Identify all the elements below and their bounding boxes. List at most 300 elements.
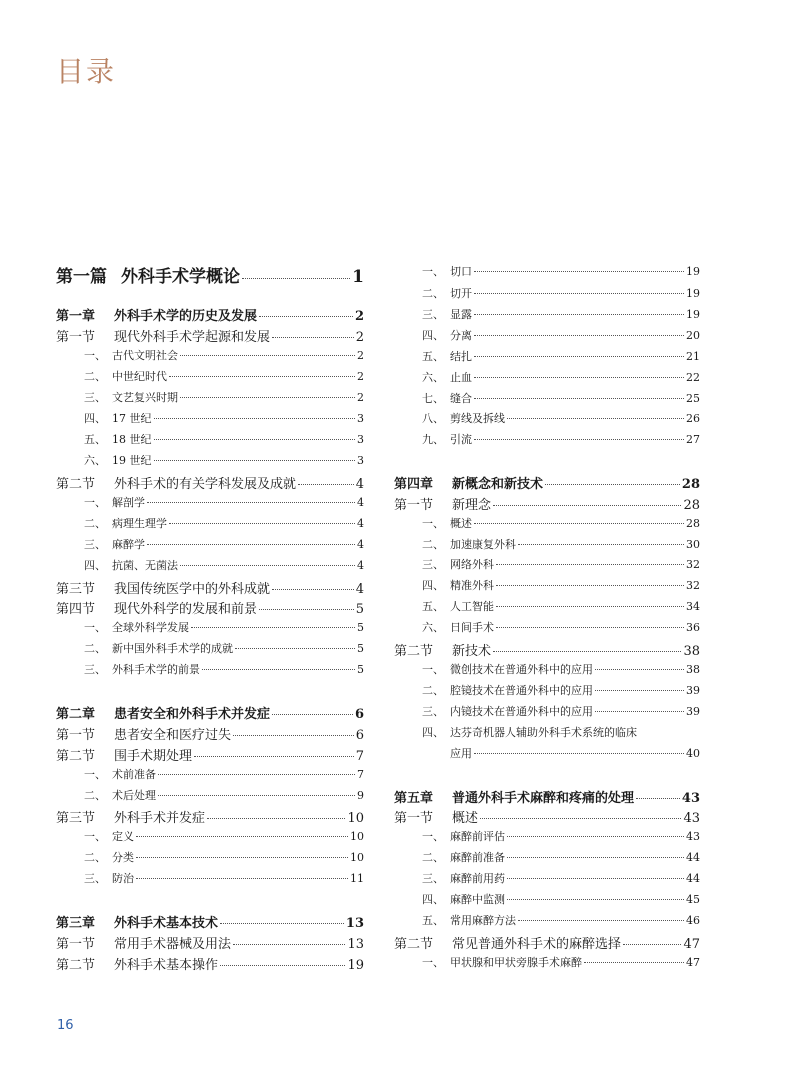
toc-entry-page: 46 <box>686 914 700 927</box>
toc-entry-label <box>422 410 505 426</box>
toc-entry-title: 全球外科学发展 <box>112 621 189 634</box>
toc-entry-title: 缝合 <box>450 392 472 405</box>
toc-entry-item[interactable] <box>84 536 364 552</box>
toc-entry-title: 概述 <box>452 811 479 826</box>
toc-entry-label <box>422 661 593 677</box>
leader-dots <box>496 585 684 586</box>
leader-dots <box>480 818 681 819</box>
toc-entry-label <box>84 619 189 635</box>
leader-dots <box>220 965 345 966</box>
toc-entry-label <box>84 431 152 447</box>
toc-entry-label <box>84 640 233 656</box>
toc-entry-item[interactable] <box>422 954 700 970</box>
toc-entry-title: 内镜技术在普通外科中的应用 <box>450 705 593 718</box>
toc-entry-title: 现代外科手术学起源和发展 <box>114 330 271 345</box>
toc-entry-label <box>84 368 167 384</box>
toc-entry-page: 4 <box>357 559 364 572</box>
toc-entry-label <box>422 682 593 698</box>
toc-entry-label <box>56 598 257 617</box>
leader-dots <box>233 735 354 736</box>
toc-entry-label <box>56 578 270 597</box>
leader-dots <box>474 356 684 357</box>
toc-entry-number: 六、 <box>422 621 444 634</box>
leader-dots <box>474 753 684 754</box>
toc-entry-page: 34 <box>686 600 700 613</box>
toc-entry-item[interactable] <box>84 640 364 656</box>
toc-entry-page: 3 <box>357 454 364 467</box>
toc-entry-number: 一、 <box>84 768 106 781</box>
toc-entry-number: 第三章 <box>56 916 96 931</box>
toc-entry-label <box>84 347 178 363</box>
leader-dots <box>180 565 355 566</box>
toc-entry-item[interactable] <box>422 703 700 719</box>
leader-dots <box>154 439 356 440</box>
toc-entry-item[interactable] <box>422 348 700 364</box>
leader-dots <box>474 377 684 378</box>
toc-entry-page: 32 <box>686 579 700 592</box>
toc-entry-number: 三、 <box>422 872 444 885</box>
toc-entry-title: 围手术期处理 <box>114 749 193 764</box>
toc-entry-title: 加速康复外科 <box>450 538 516 551</box>
toc-entry-label <box>422 536 516 552</box>
toc-entry-title: 日间手术 <box>450 621 494 634</box>
toc-entry-label <box>394 807 478 826</box>
leader-dots <box>207 818 345 819</box>
toc-entry-label <box>84 787 156 803</box>
toc-entry-page: 10 <box>347 811 364 826</box>
toc-entry-page: 20 <box>686 329 700 342</box>
toc-entry-item[interactable] <box>422 577 700 593</box>
toc-entry-title: 文艺复兴时期 <box>112 391 178 404</box>
toc-entry-number: 第一节 <box>56 728 96 743</box>
toc-entry-section[interactable] <box>56 807 364 826</box>
toc-entry-item[interactable] <box>422 682 700 698</box>
toc-entry-label <box>84 389 178 405</box>
toc-entry-label <box>394 933 621 952</box>
toc-entry-page: 5 <box>357 621 364 634</box>
toc-entry-number: 第五章 <box>394 791 434 806</box>
toc-entry-item[interactable] <box>422 556 700 572</box>
leader-dots <box>474 293 684 294</box>
toc-entry-label <box>422 263 472 279</box>
toc-entry-number: 第二节 <box>56 749 96 764</box>
leader-dots <box>518 544 684 545</box>
toc-entry-item[interactable] <box>84 828 364 844</box>
toc-entry-number: 第一节 <box>394 811 434 826</box>
toc-entry-title: 术前准备 <box>112 768 156 781</box>
toc-entry-section[interactable] <box>56 933 364 952</box>
toc-entry-continuation[interactable] <box>450 745 700 761</box>
toc-entry-label <box>422 912 516 928</box>
toc-entry-chapter[interactable] <box>394 473 700 492</box>
toc-entry-item[interactable] <box>422 327 700 343</box>
toc-entry-title: 外科手术学概论 <box>121 267 240 287</box>
toc-entry-label <box>84 766 156 782</box>
toc-entry-page: 13 <box>345 916 364 931</box>
toc-entry-number: 第一节 <box>56 330 96 345</box>
toc-entry-title: 外科手术并发症 <box>114 811 206 826</box>
toc-entry-chapter[interactable] <box>56 305 364 324</box>
toc-entry-number: 四、 <box>422 726 444 739</box>
toc-entry-title: 我国传统医学中的外科成就 <box>114 582 271 597</box>
toc-entry-title: 外科手术学的前景 <box>112 663 200 676</box>
toc-entry-section[interactable] <box>394 933 700 952</box>
page-number: 16 <box>57 1018 74 1033</box>
toc-entry-number: 第一章 <box>56 309 96 324</box>
toc-entry-number: 四、 <box>422 893 444 906</box>
toc-entry-page: 7 <box>357 768 364 781</box>
toc-entry-item[interactable] <box>422 912 700 928</box>
leader-dots <box>474 523 684 524</box>
toc-entry-item[interactable] <box>422 515 700 531</box>
toc-entry-number: 一、 <box>84 496 106 509</box>
toc-entry-item[interactable] <box>422 870 700 886</box>
toc-entry-item[interactable] <box>84 787 364 803</box>
toc-entry-page: 13 <box>347 937 364 952</box>
toc-entry-item[interactable] <box>84 452 364 468</box>
toc-entry-label <box>422 619 494 635</box>
toc-entry-title: 甲状腺和甲状旁腺手术麻醉 <box>450 956 582 969</box>
toc-entry-label <box>56 912 218 931</box>
toc-entry-page: 21 <box>686 350 700 363</box>
leader-dots <box>623 944 681 945</box>
toc-entry-page: 36 <box>686 621 700 634</box>
toc-entry-title: 古代文明社会 <box>112 349 178 362</box>
toc-entry-page: 44 <box>686 851 700 864</box>
toc-entry-title: 麻醉前用药 <box>450 872 505 885</box>
leader-dots <box>595 669 684 670</box>
toc-entry-title: 17 世纪 <box>112 412 152 425</box>
toc-entry-item[interactable] <box>422 410 700 426</box>
toc-entry-title: 麻醉前准备 <box>450 851 505 864</box>
toc-entry-label <box>84 557 178 573</box>
toc-entry-title: 切开 <box>450 287 472 300</box>
toc-entry-number: 四、 <box>84 559 106 572</box>
toc-entry-label <box>422 369 472 385</box>
toc-entry-number: 二、 <box>84 789 106 802</box>
toc-entry-page: 19 <box>686 265 700 278</box>
toc-entry-number: 四、 <box>84 412 106 425</box>
toc-entry-number: 第一节 <box>56 937 96 952</box>
toc-entry-number: 三、 <box>84 872 106 885</box>
leader-dots <box>474 439 684 440</box>
toc-entry-number: 四、 <box>422 579 444 592</box>
toc-entry-item_multiline[interactable] <box>422 724 700 740</box>
toc-entry-page: 19 <box>686 287 700 300</box>
toc-entry-section[interactable] <box>56 578 364 597</box>
toc-entry-page: 4 <box>355 477 364 492</box>
toc-entry-section[interactable] <box>56 326 364 345</box>
toc-entry-label <box>422 306 472 322</box>
leader-dots <box>272 589 354 590</box>
toc-entry-item[interactable] <box>84 557 364 573</box>
toc-entry-number: 五、 <box>84 433 106 446</box>
toc-entry-number: 二、 <box>84 851 106 864</box>
leader-dots <box>496 627 684 628</box>
toc-entry-page: 28 <box>686 517 700 530</box>
toc-entry-page: 30 <box>686 538 700 551</box>
toc-entry-item[interactable] <box>422 661 700 677</box>
toc-entry-title: 中世纪时代 <box>112 370 167 383</box>
toc-entry-page: 4 <box>357 517 364 530</box>
leader-dots <box>272 337 354 338</box>
toc-entry-title: 外科手术基本技术 <box>114 916 219 931</box>
toc-entry-label <box>84 515 167 531</box>
toc-entry-number: 二、 <box>422 851 444 864</box>
toc-entry-number: 三、 <box>84 663 106 676</box>
toc-entry-section[interactable] <box>394 640 700 659</box>
toc-entry-page: 44 <box>686 872 700 885</box>
toc-entry-page: 2 <box>355 330 364 345</box>
toc-entry-page: 5 <box>355 602 364 617</box>
toc-entry-number: 五、 <box>422 914 444 927</box>
leader-dots <box>595 690 684 691</box>
toc-entry-item[interactable] <box>422 598 700 614</box>
toc-entry-page: 32 <box>686 558 700 571</box>
leader-dots <box>272 714 353 715</box>
toc-entry-page: 5 <box>357 642 364 655</box>
leader-dots <box>507 857 684 858</box>
leader-dots <box>169 523 355 524</box>
leader-dots <box>259 609 354 610</box>
toc-entry-title: 抗菌、无菌法 <box>112 559 178 572</box>
toc-entry-item[interactable] <box>84 368 364 384</box>
leader-dots <box>147 544 355 545</box>
toc-entry-number: 四、 <box>422 329 444 342</box>
leader-dots <box>636 798 680 799</box>
toc-entry-page: 39 <box>686 684 700 697</box>
toc-entry-label <box>422 556 494 572</box>
toc-entry-title: 患者安全和医疗过失 <box>114 728 232 743</box>
toc-entry-title: 19 世纪 <box>112 454 152 467</box>
toc-entry-number: 三、 <box>84 538 106 551</box>
toc-entry-number: 第二章 <box>56 707 96 722</box>
toc-entry-item[interactable] <box>84 515 364 531</box>
toc-entry-title: 常用麻醉方法 <box>450 914 516 927</box>
toc-entry-label <box>56 933 231 952</box>
toc-entry-label <box>84 661 200 677</box>
toc-entry-label <box>422 431 472 447</box>
toc-entry-label <box>84 828 134 844</box>
toc-entry-item[interactable] <box>422 431 700 447</box>
toc-entry-item[interactable] <box>422 263 700 279</box>
toc-entry-page: 39 <box>686 705 700 718</box>
toc-entry-page: 43 <box>681 791 700 806</box>
toc-entry-page: 9 <box>357 789 364 802</box>
toc-entry-page: 2 <box>357 370 364 383</box>
toc-entry-page: 25 <box>686 392 700 405</box>
toc-entry-title: 引流 <box>450 433 472 446</box>
toc-entry-page: 38 <box>683 644 700 659</box>
toc-entry-item[interactable] <box>422 828 700 844</box>
toc-entry-item[interactable] <box>84 494 364 510</box>
toc-entry-page: 2 <box>357 391 364 404</box>
toc-entry-item[interactable] <box>84 766 364 782</box>
toc-entry-page: 28 <box>683 498 700 513</box>
toc-entry-item[interactable] <box>422 285 700 301</box>
toc-entry-number: 二、 <box>422 684 444 697</box>
toc-entry-title: 术后处理 <box>112 789 156 802</box>
toc-entry-section[interactable] <box>56 954 364 973</box>
toc-entry-page: 2 <box>357 349 364 362</box>
toc-entry-page: 43 <box>686 830 700 843</box>
toc-entry-item[interactable] <box>84 410 364 426</box>
leader-dots <box>474 271 684 272</box>
toc-entry-page: 6 <box>354 707 364 722</box>
toc-entry-page: 5 <box>357 663 364 676</box>
toc-entry-section[interactable] <box>394 807 700 826</box>
toc-entry-section[interactable] <box>56 473 364 492</box>
toc-entry-page: 7 <box>355 749 364 764</box>
toc-entry-label <box>84 494 145 510</box>
toc-entry-number: 六、 <box>422 371 444 384</box>
toc-entry-page: 3 <box>357 412 364 425</box>
toc-entry-number: 一、 <box>422 830 444 843</box>
toc-entry-title: 患者安全和外科手术并发症 <box>114 707 271 722</box>
toc-entry-number: 五、 <box>422 350 444 363</box>
toc-entry-number: 二、 <box>84 517 106 530</box>
leader-dots <box>507 878 684 879</box>
toc-entry-title: 麻醉学 <box>112 538 145 551</box>
leader-dots <box>507 418 684 419</box>
leader-dots <box>220 923 344 924</box>
toc-entry-title: 麻醉前评估 <box>450 830 505 843</box>
leader-dots <box>233 944 345 945</box>
toc-entry-section[interactable] <box>56 745 364 764</box>
toc-entry-item[interactable] <box>84 389 364 405</box>
toc-entry-page: 26 <box>686 412 700 425</box>
toc-entry-label <box>84 870 134 886</box>
toc-entry-title: 腔镜技术在普通外科中的应用 <box>450 684 593 697</box>
toc-entry-title: 应用 <box>450 747 472 760</box>
toc-entry-title: 精准外科 <box>450 579 494 592</box>
toc-entry-section[interactable] <box>394 494 700 513</box>
toc-entry-label <box>394 473 543 492</box>
toc-entry-number: 三、 <box>422 558 444 571</box>
toc-entry-label <box>422 891 505 907</box>
toc-entry-label <box>422 515 472 531</box>
toc-entry-number: 第四章 <box>394 477 434 492</box>
toc-entry-title: 网络外科 <box>450 558 494 571</box>
toc-entry-item[interactable] <box>84 347 364 363</box>
leader-dots <box>507 836 684 837</box>
toc-entry-title: 病理生理学 <box>112 517 167 530</box>
toc-entry-title: 显露 <box>450 308 472 321</box>
toc-entry-title: 常用手术器械及用法 <box>114 937 232 952</box>
toc-entry-item[interactable] <box>422 369 700 385</box>
toc-entry-page: 6 <box>355 728 364 743</box>
toc-entry-label <box>422 703 593 719</box>
leader-dots <box>584 962 684 963</box>
toc-entry-title: 新中国外科手术学的成就 <box>112 642 233 655</box>
toc-entry-title: 新理念 <box>452 498 492 513</box>
toc-entry-item[interactable] <box>422 619 700 635</box>
toc-entry-label <box>394 787 634 806</box>
toc-entry-number: 一、 <box>84 621 106 634</box>
toc-entry-number: 第一节 <box>394 498 434 513</box>
toc-entry-title: 切口 <box>450 265 472 278</box>
toc-entry-number: 三、 <box>84 391 106 404</box>
toc-entry-item[interactable] <box>422 891 700 907</box>
toc-entry-title: 人工智能 <box>450 600 494 613</box>
leader-dots <box>496 606 684 607</box>
toc-entry-chapter[interactable] <box>394 787 700 806</box>
toc-entry-label <box>84 410 152 426</box>
toc-entry-number: 九、 <box>422 433 444 446</box>
toc-entry-item[interactable] <box>84 661 364 677</box>
toc-entry-label <box>56 745 192 764</box>
toc-entry-section[interactable] <box>56 598 364 617</box>
toc-entry-label <box>422 598 494 614</box>
toc-entry-number: 一、 <box>84 830 106 843</box>
toc-entry-item[interactable] <box>422 390 700 406</box>
toc-entry-title: 止血 <box>450 371 472 384</box>
toc-entry-chapter[interactable] <box>56 703 364 722</box>
toc-entry-number: 八、 <box>422 412 444 425</box>
toc-entry-chapter[interactable] <box>56 912 364 931</box>
toc-entry-page: 4 <box>357 538 364 551</box>
toc-entry-number: 二、 <box>84 370 106 383</box>
toc-entry-label <box>56 473 296 492</box>
toc-entry-item[interactable] <box>84 431 364 447</box>
toc-entry-item[interactable] <box>84 619 364 635</box>
toc-entry-item[interactable] <box>422 306 700 322</box>
leader-dots <box>202 669 355 670</box>
toc-entry-item[interactable] <box>84 849 364 865</box>
toc-entry-label <box>422 828 505 844</box>
toc-entry-page: 40 <box>686 747 700 760</box>
toc-entry-title: 18 世纪 <box>112 433 152 446</box>
toc-entry-label <box>422 390 472 406</box>
leader-dots <box>158 795 355 796</box>
toc-entry-number: 第四节 <box>56 602 96 617</box>
toc-entry-label <box>56 326 270 345</box>
toc-entry-part[interactable] <box>56 262 364 287</box>
toc-entry-label <box>422 348 472 364</box>
toc-entry-label <box>394 640 491 659</box>
leader-dots <box>180 355 355 356</box>
toc-entry-number: 一、 <box>422 956 444 969</box>
leader-dots <box>595 711 684 712</box>
toc-entry-item[interactable] <box>422 536 700 552</box>
toc-entry-item[interactable] <box>422 849 700 865</box>
toc-entry-label <box>84 849 134 865</box>
toc-entry-title: 麻醉中监测 <box>450 893 505 906</box>
leader-dots <box>474 398 684 399</box>
leader-dots <box>169 376 355 377</box>
toc-entry-section[interactable] <box>56 724 364 743</box>
toc-entry-page: 19 <box>347 958 364 973</box>
toc-entry-title: 新概念和新技术 <box>452 477 544 492</box>
leader-dots <box>191 627 355 628</box>
leader-dots <box>518 920 684 921</box>
toc-entry-label <box>422 870 505 886</box>
toc-entry-title: 达芬奇机器人辅助外科手术系统的临床 <box>450 726 637 739</box>
toc-entry-title: 现代外科学的发展和前景 <box>114 602 258 617</box>
leader-dots <box>154 418 356 419</box>
toc-entry-label <box>56 262 240 287</box>
toc-entry-title: 剪线及拆线 <box>450 412 505 425</box>
toc-entry-page: 2 <box>354 309 364 324</box>
toc-entry-title: 概述 <box>450 517 472 530</box>
toc-entry-title: 外科手术基本操作 <box>114 958 219 973</box>
toc-entry-item[interactable] <box>84 870 364 886</box>
toc-entry-label <box>56 724 231 743</box>
page-title: 目录 <box>56 55 117 88</box>
toc-entry-title: 微创技术在普通外科中的应用 <box>450 663 593 676</box>
toc-entry-number: 第三节 <box>56 582 96 597</box>
leader-dots <box>507 899 684 900</box>
